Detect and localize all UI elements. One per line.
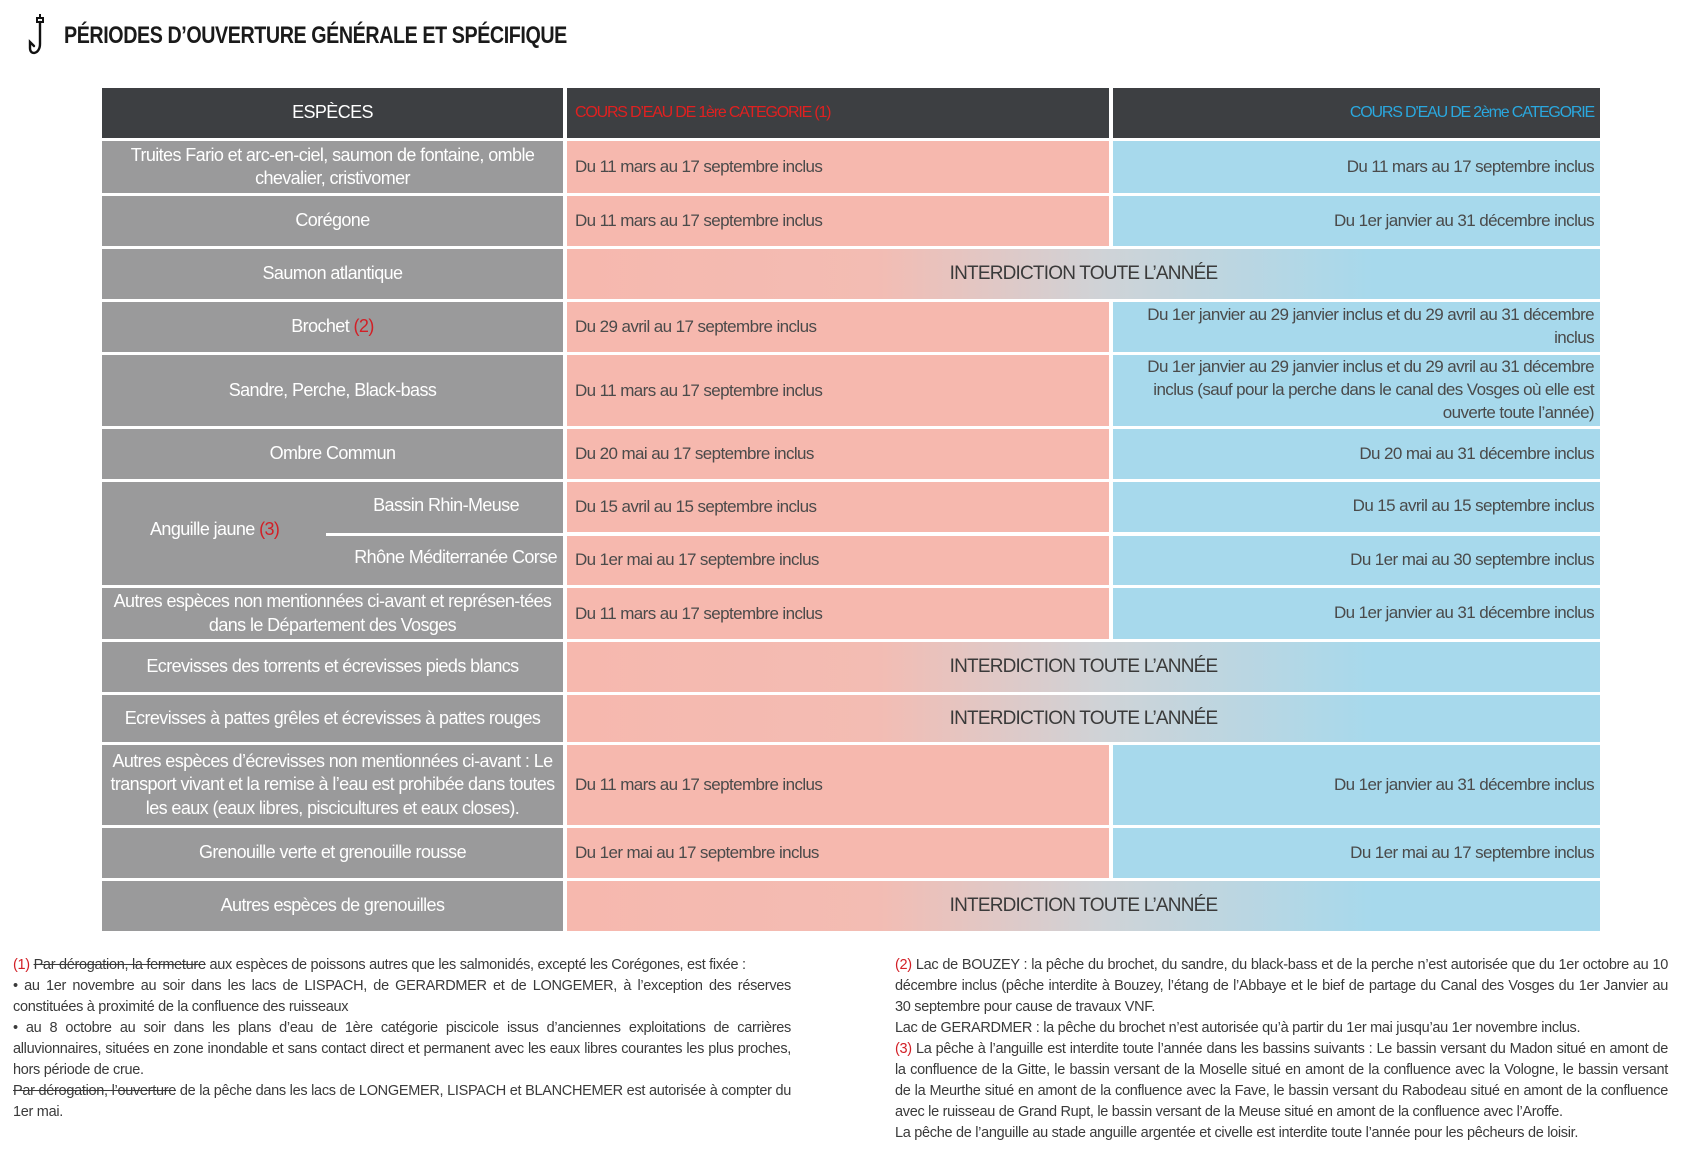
cat1-cell: Du 20 mai au 17 septembre inclus (567, 429, 1109, 479)
col-header-cat1: COURS D’EAU DE 1ère CATEGORIE (1) (567, 88, 1109, 138)
species-cell: Truites Fario et arc-en-ciel, saumon de fontaine, omble chevalier, cristivomer (102, 141, 563, 193)
table-row (102, 196, 1600, 246)
ban-cell: INTERDICTION TOUTE L’ANNÉE (567, 249, 1600, 299)
footnote-text: de la pêche dans les lacs de LONGEMER, LISPACH et BLANCHEMER est autorisée à compter du 1er mai. (13, 1083, 791, 1120)
footnote-bullet: • au 1er novembre au soir dans les lacs de LISPACH, de GERARDMER et de LONGEMER, à l’exception des réserves constituées à proximité de la confluence des ruisseaux (13, 978, 791, 1015)
table-row (102, 745, 1600, 825)
footnote-marker: (3) (895, 1041, 912, 1057)
species-name: Brochet (291, 316, 350, 337)
cat2-cell: Du 1er janvier au 29 janvier inclus et du 29 avril au 31 décembre inclus (1113, 302, 1600, 352)
basin-divider (326, 533, 563, 536)
species-cell: Autres espèces d’écrevisses non mentionnées ci-avant : Le transport vivant et la remise à l’eau est prohibée dans toutes les eaux (eaux libres, piscicultures et eaux closes). (102, 745, 563, 825)
species-name: Anguille jaune (3) (150, 519, 280, 539)
footnotes-2-3 (895, 955, 1668, 1144)
footnote-text: Lac de BOUZEY : la pêche du brochet, du sandre, du black-bass et de la perche n’est autorisée que du 1er octobre au 10 décembre inclus (pêche interdite à Bouzey, l’étang de l’Abbaye et le bief de partage du Canal des Vosges du 1er Janvier au 30 septembre pour cause de travaux VNF. (895, 957, 1668, 1015)
species-cell: Saumon atlantique (102, 249, 563, 299)
col-header-cat2: COURS D’EAU DE 2ème CATEGORIE (1113, 88, 1600, 138)
species-cell: Ecrevisses des torrents et écrevisses pieds blancs (102, 642, 563, 692)
table-row (102, 429, 1600, 479)
species-cell: Autres espèces non mentionnées ci-avant et représen-tées dans le Département des Vosges (102, 588, 563, 639)
footnote-text: Lac de GERARDMER : la pêche du brochet n’est autorisée qu’à partir du 1er mai jusqu’au 1er novembre inclus. (895, 1020, 1581, 1036)
footnote-marker: (1) (13, 957, 30, 973)
table-header (102, 88, 1600, 138)
footnote-marker: (2) (895, 957, 912, 973)
table-row (102, 642, 1600, 692)
title-bar (26, 10, 677, 62)
cat2-split (1113, 482, 1600, 585)
cat2-cell: Du 1er mai au 30 septembre inclus (1113, 536, 1600, 586)
footnote-1 (13, 955, 791, 1123)
ban-cell: INTERDICTION TOUTE L’ANNÉE (567, 642, 1600, 692)
cat1-cell: Du 11 mars au 17 septembre inclus (567, 141, 1109, 193)
species-cell: Autres espèces de grenouilles (102, 881, 563, 931)
cat1-cell: Du 11 mars au 17 septembre inclus (567, 745, 1109, 825)
species-cell: Ecrevisses à pattes grêles et écrevisses à pattes rouges (102, 695, 563, 742)
ban-cell: INTERDICTION TOUTE L’ANNÉE (567, 695, 1600, 742)
cat1-cell: Du 1er mai au 17 septembre inclus (567, 828, 1109, 878)
cat2-cell: Du 1er janvier au 31 décembre inclus (1113, 196, 1600, 246)
table-row (102, 355, 1600, 426)
page-title: PÉRIODES D’OUVERTURE GÉNÉRALE ET SPÉCIFIQUE (64, 22, 567, 49)
species-cell (102, 482, 563, 585)
footnote-text: La pêche de l’anguille au stade anguille argentée et civelle est interdite toute l’année pour les pêcheurs de loisir. (895, 1125, 1579, 1141)
footnote-text: aux espèces de poissons autres que les salmonidés, excepté les Corégones, est fixée : (205, 957, 746, 973)
cat2-cell: Du 1er janvier au 29 janvier inclus et du 29 avril au 31 décembre inclus (sauf pour la perche dans le canal des Vosges où elle est ouverte toute l’année) (1113, 355, 1600, 426)
table-row (102, 302, 1600, 352)
cat1-split (567, 482, 1109, 585)
basin-label: Bassin Rhin-Meuse (373, 495, 519, 515)
table-row (102, 828, 1600, 878)
table-row (102, 249, 1600, 299)
footnote-text: La pêche à l’anguille est interdite toute l’année dans les bassins suivants : Le bassin versant du Madon situé en amont de la confluence de la Gitte, le bassin versant de la Moselle situé en amont de la confluence avec la Vologne, le bassin versant de la Meurthe situé en amont de la confluence avec la Fave, le bassin versant du Rabodeau situé en amont de la confluence avec le ruisseau de Grand Rupt, le bassin versant de la Meuse situé en amont de la confluence avec l’Aroffe. (895, 1041, 1668, 1120)
species-cell: Corégone (102, 196, 563, 246)
cat2-cell: Du 15 avril au 15 septembre inclus (1113, 482, 1600, 532)
table-row-anguille (102, 482, 1600, 585)
species-cell (102, 302, 563, 352)
cat2-cell: Du 1er mai au 17 septembre inclus (1113, 828, 1600, 878)
cat1-cell: Du 15 avril au 15 septembre inclus (567, 482, 1109, 532)
basin-label: Rhône Méditerranée Corse (354, 547, 557, 567)
table-row (102, 588, 1600, 639)
species-cell: Sandre, Perche, Black-bass (102, 355, 563, 426)
species-cell: Ombre Commun (102, 429, 563, 479)
ban-cell: INTERDICTION TOUTE L’ANNÉE (567, 881, 1600, 931)
footnote-lead: Par dérogation, l’ouverture (13, 1083, 176, 1099)
table-row (102, 695, 1600, 742)
footnote-bullet: • au 8 octobre au soir dans les plans d’eau de 1ère catégorie piscicole issus d’anciennes exploitations de carrières alluvionnaires, situées en zone inondable et sans contact direct et permanent avec les eaux libres courantes les plus proches, hors période de crue. (13, 1020, 791, 1078)
cat1-cell: Du 1er mai au 17 septembre inclus (567, 536, 1109, 586)
cat2-cell: Du 20 mai au 31 décembre inclus (1113, 429, 1600, 479)
cat1-cell: Du 11 mars au 17 septembre inclus (567, 196, 1109, 246)
col-header-species: ESPÈCES (102, 88, 563, 138)
cat1-cell: Du 29 avril au 17 septembre inclus (567, 302, 1109, 352)
species-cell: Grenouille verte et grenouille rousse (102, 828, 563, 878)
table-row (102, 141, 1600, 193)
hook-icon (26, 12, 52, 60)
cat1-cell: Du 11 mars au 17 septembre inclus (567, 355, 1109, 426)
footnote-ref: (3) (259, 519, 280, 539)
cat1-cell: Du 11 mars au 17 septembre inclus (567, 588, 1109, 639)
footnote-ref: (2) (353, 316, 374, 337)
cat2-cell: Du 1er janvier au 31 décembre inclus (1113, 588, 1600, 639)
table-row (102, 881, 1600, 931)
footnote-lead: Par dérogation, la fermeture (33, 957, 206, 973)
cat2-cell: Du 11 mars au 17 septembre inclus (1113, 141, 1600, 193)
cat2-cell: Du 1er janvier au 31 décembre inclus (1113, 745, 1600, 825)
